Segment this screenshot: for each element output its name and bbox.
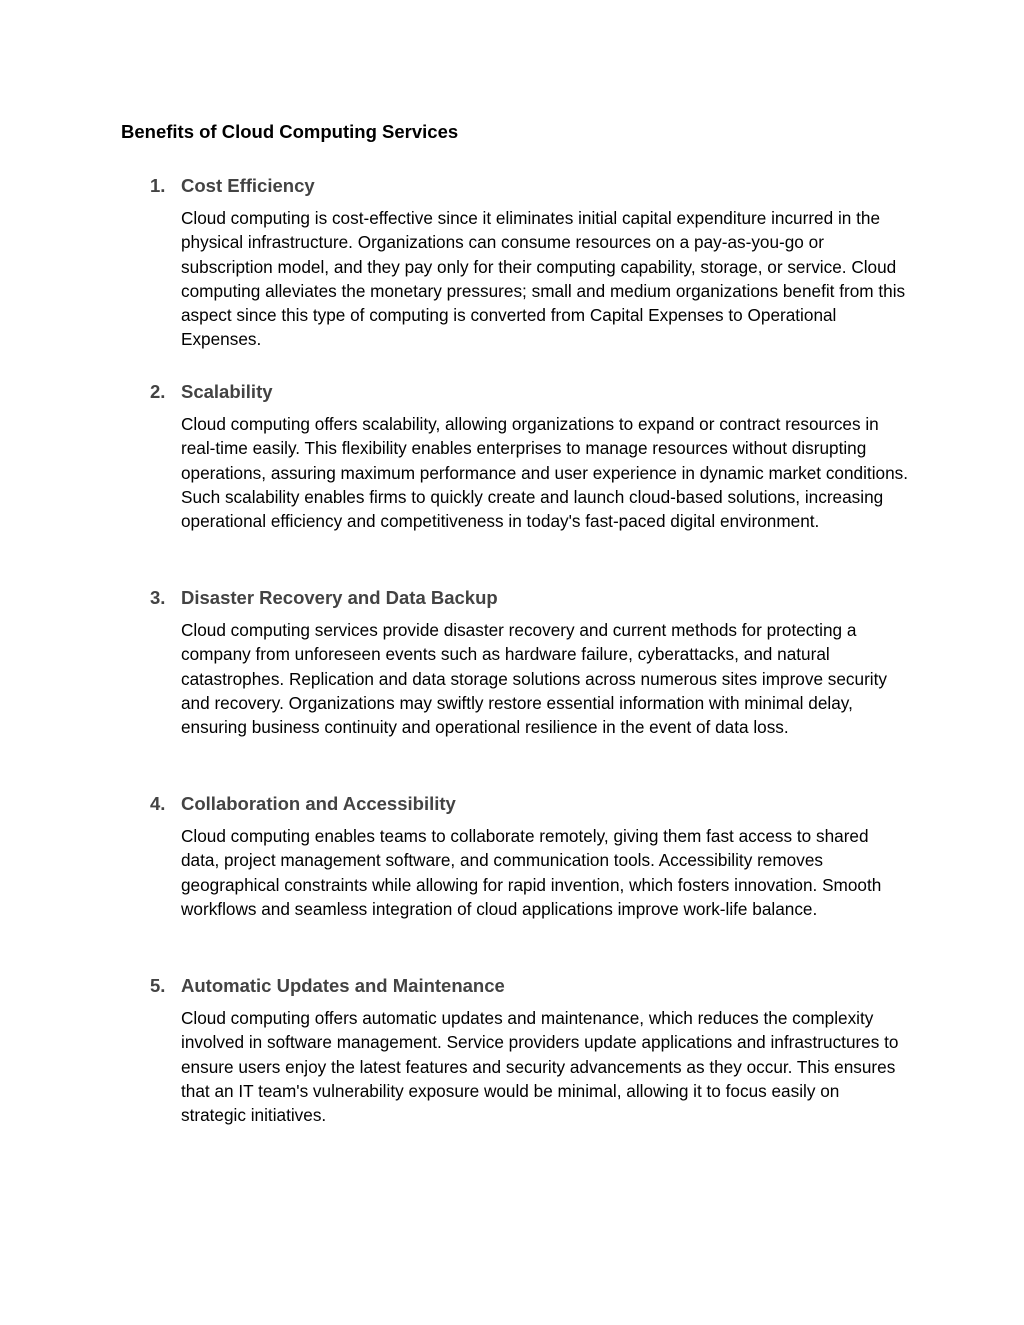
section-body: Cloud computing offers automatic updates and maintenance, which reduces the complexity involved in software management. Service providers update applications and infrastructures to ensure users enjoy the latest features and security advancements as they occur. This ensures that an IT team's vulnerability exposure would be minimal, allowing it to focus easily on strategic initiatives. <box>181 1008 899 1126</box>
section-header <box>0 974 1024 1004</box>
section-number: 3. <box>150 587 166 608</box>
section-automatic-updates <box>0 974 1024 1126</box>
section-collaboration <box>0 792 1024 919</box>
section-heading: Collaboration and Accessibility <box>181 793 456 814</box>
section-body: Cloud computing enables teams to collaborate remotely, giving them fast access to shared data, project management software, and communication tools. Accessibility removes geographical constraints while allowing for rapid invention, which fosters innovation. Smooth workflows and seamless integration of cloud applications improve work-life balance. <box>181 826 882 919</box>
section-cost-efficiency <box>0 174 1024 350</box>
section-header <box>0 792 1024 822</box>
section-heading: Scalability <box>181 381 273 402</box>
section-heading: Automatic Updates and Maintenance <box>181 975 505 996</box>
section-number: 5. <box>150 975 166 996</box>
section-disaster-recovery <box>0 586 1024 738</box>
section-number: 2. <box>150 381 166 402</box>
section-body: Cloud computing is cost-effective since it eliminates initial capital expenditure incurred in the physical infrastructure. Organizations can consume resources on a pay-as-you-go or subscription model, and they pay only for their computing capability, storage, or service. Cloud computing alleviates the monetary pressures; small and medium organizations benefit from this aspect since this type of computing is converted from Capital Expenses to Operational Expenses. <box>181 208 906 350</box>
section-number: 4. <box>150 793 166 814</box>
section-number: 1. <box>150 175 166 196</box>
section-scalability <box>0 380 1024 532</box>
section-header <box>0 174 1024 204</box>
section-header <box>0 380 1024 410</box>
section-header <box>0 586 1024 616</box>
document-title: Benefits of Cloud Computing Services <box>121 121 459 142</box>
section-body: Cloud computing services provide disaster recovery and current methods for protecting a company from unforeseen events such as hardware failure, cyberattacks, and natural catastrophes. Replication and data storage solutions across numerous sites improve security and recovery. Organizations may swiftly restore essential information with minimal delay, ensuring business continuity and operational resilience in the event of data loss. <box>181 620 887 738</box>
section-heading: Disaster Recovery and Data Backup <box>181 587 498 608</box>
section-heading: Cost Efficiency <box>181 175 315 196</box>
section-body: Cloud computing offers scalability, allowing organizations to expand or contract resources in real-time easily. This flexibility enables enterprises to manage resources without disrupting operations, assuring maximum performance and user experience in dynamic market conditions. Such scalability enables firms to quickly create and launch cloud-based solutions, increasing operational efficiency and competitiveness in today's fast-paced digital environment. <box>181 414 908 532</box>
